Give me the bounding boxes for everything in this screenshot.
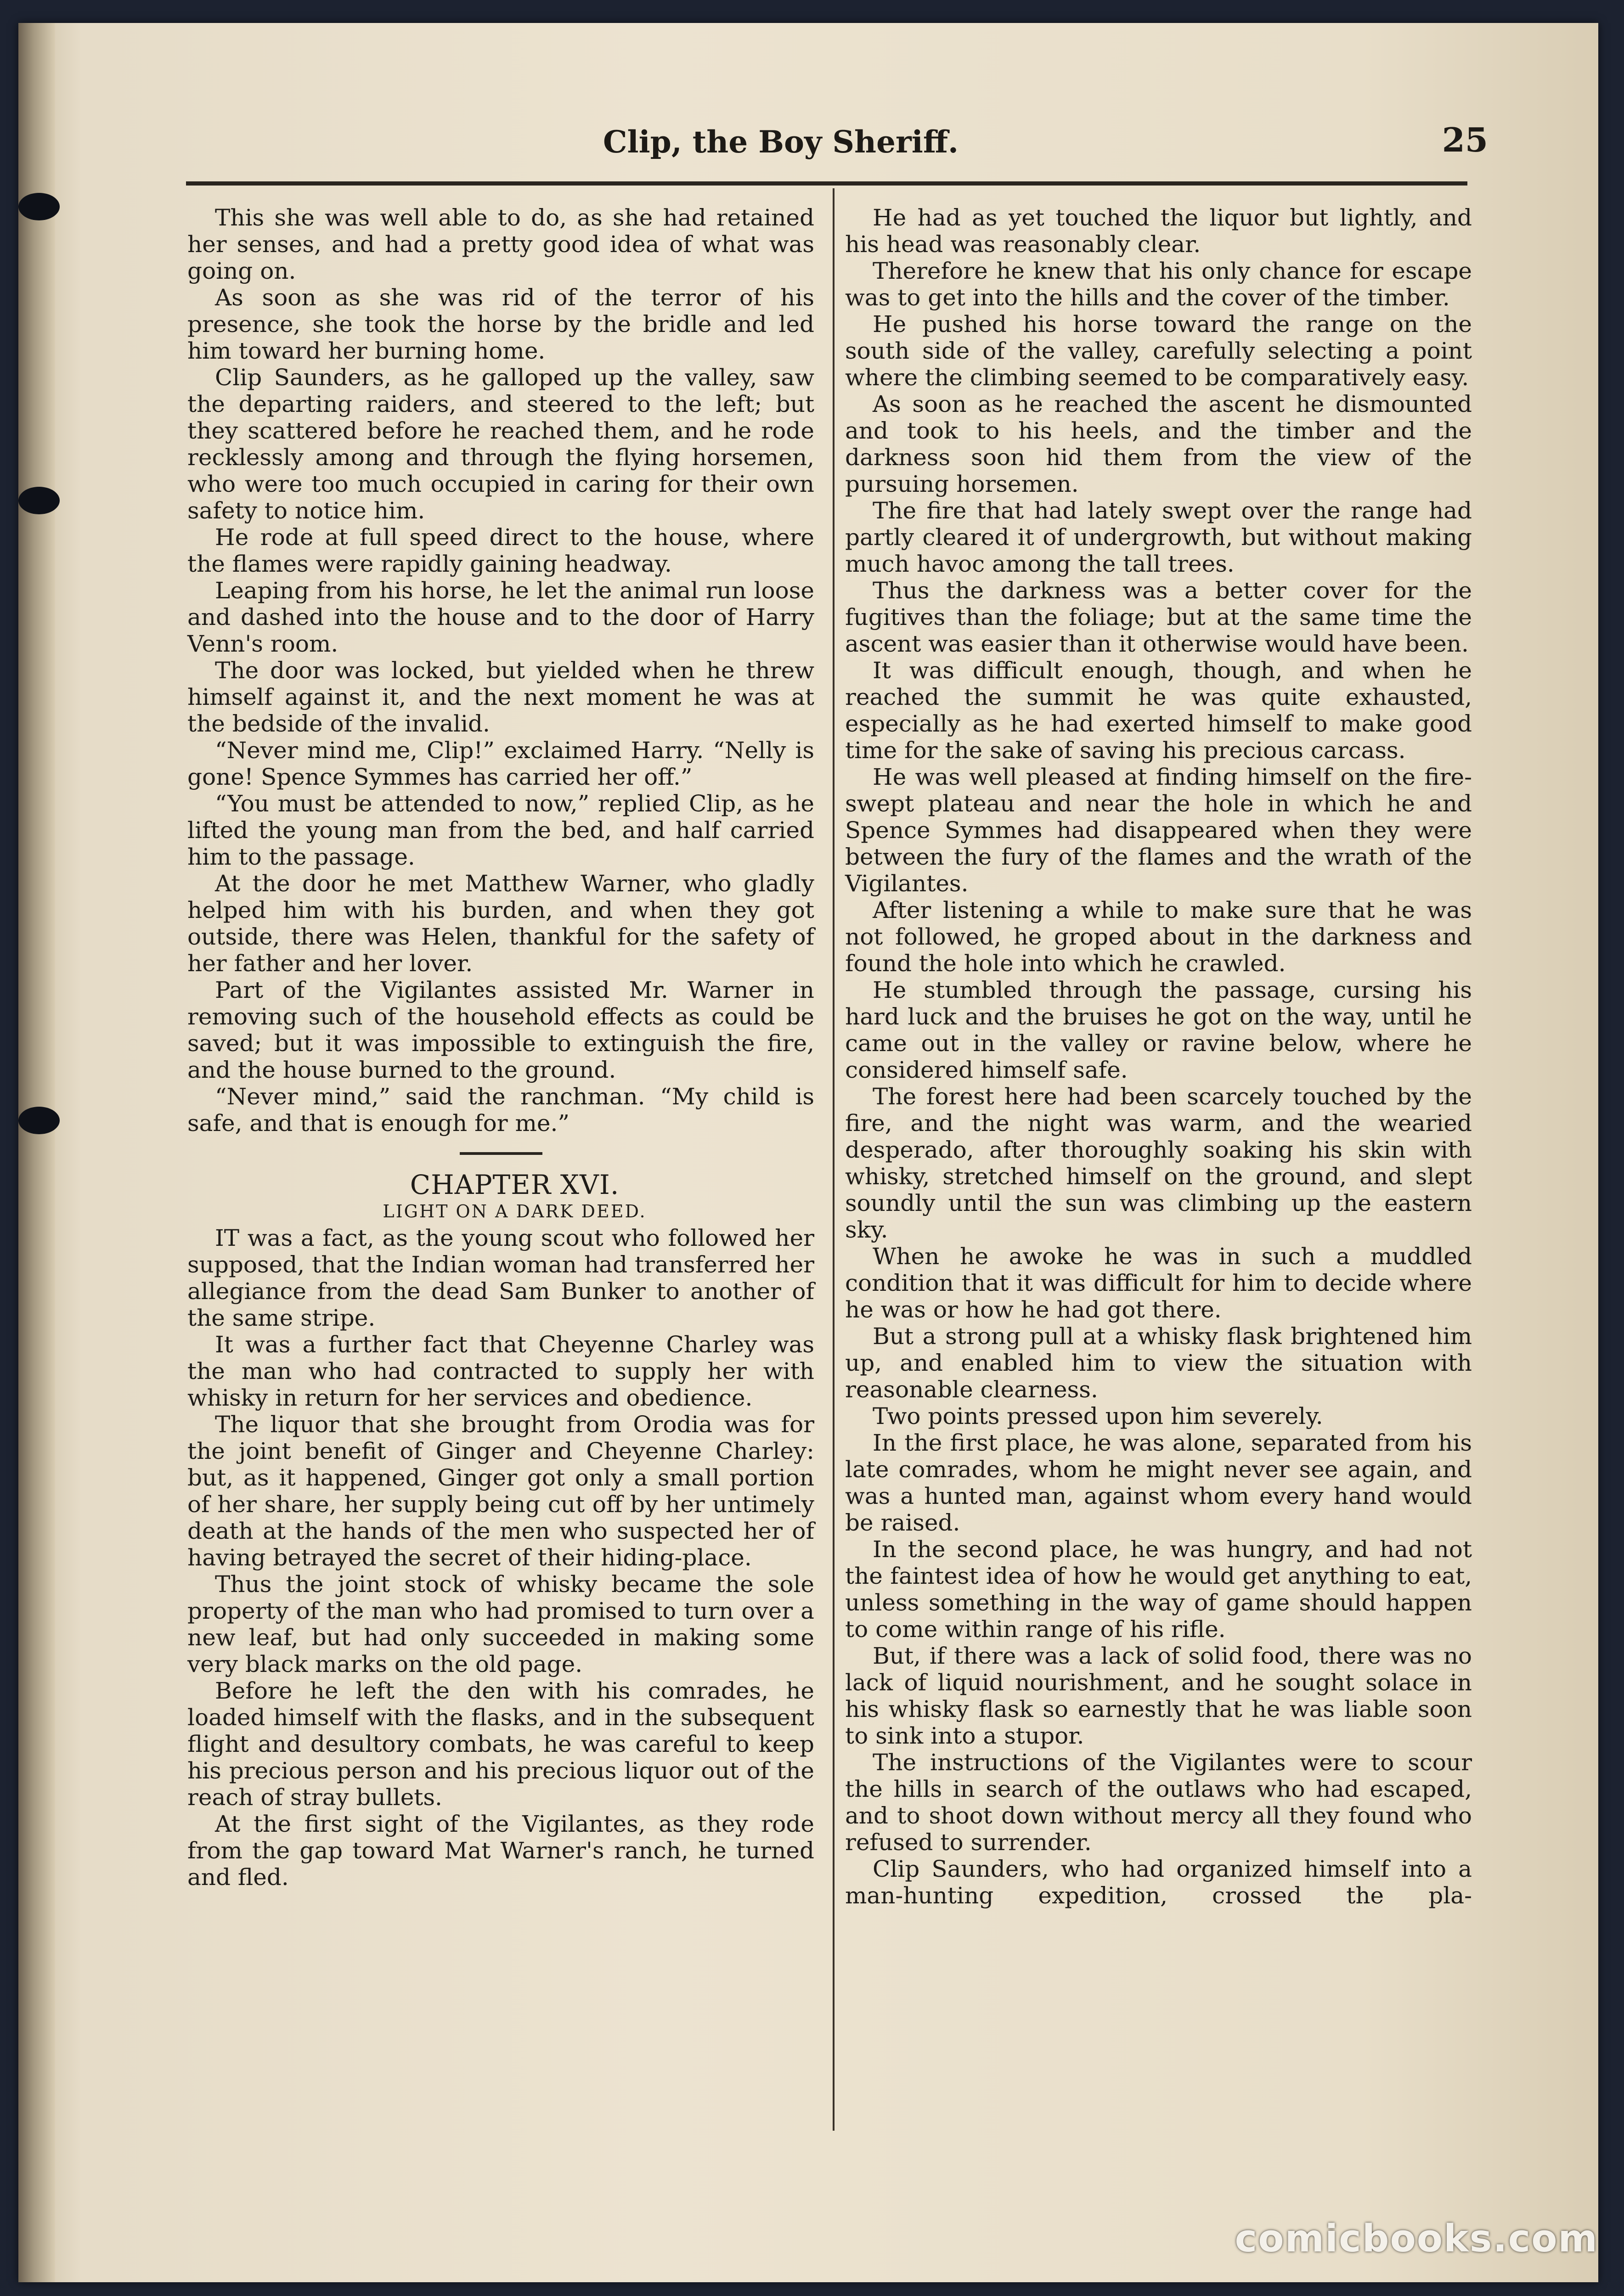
paragraph: In the second place, he was hungry, and had not the faintest idea of how he would get anything to eat, unless something in the way of game should happen to come within range of his rifle. [845,1536,1472,1643]
paragraph: At the first sight of the Vigilantes, as they rode from the gap toward Mat Warner's ranch, he turned and fled. [187,1811,814,1891]
paragraph: At the door he met Matthew Warner, who gladly helped him with his burden, and when they got outside, there was Helen, thankful for the safety of her father and her lover. [187,870,814,977]
paragraph: He rode at full speed direct to the house, where the flames were rapidly gaining headway. [187,524,814,577]
chapter-subtitle: LIGHT ON A DARK DEED. [383,1201,647,1221]
paragraph: Part of the Vigilantes assisted Mr. Warner in removing such of the household effects as could be saved; but it was impossible to extinguish the fire, and the house burned to the ground. [187,977,814,1083]
paragraph: “Never mind me, Clip!” exclaimed Harry. “Nelly is gone! Spence Symmes has carried her off.” [187,737,814,790]
paragraph: Clip Saunders, as he galloped up the valley, saw the departing raiders, and steered to the left; but they scattered before he reached them, and he rode recklessly among and through the flying horsemen, who were too much occupied in caring for their own safety to notice him. [187,364,814,524]
paragraph: As soon as she was rid of the terror of his presence, she took the horse by the bridle and led him toward her burning home. [187,284,814,364]
paragraph: Two points pressed upon him severely. [873,1403,1323,1429]
paragraph: But, if there was a lack of solid food, there was no lack of liquid nourishment, and he sought solace in his whisky flask so earnestly that he was liable soon to sink into a stupor. [845,1643,1472,1749]
chapter-divider [460,1152,542,1155]
paragraph: He had as yet touched the liquor but lightly, and his head was reasonably clear. [845,204,1472,258]
column-divider [833,188,835,2131]
paragraph: Clip Saunders, who had organized himself into a man-hunting expedition, crossed the pla- [845,1856,1472,1909]
binding-hole [18,193,60,220]
binding-hole [18,1107,60,1134]
paragraph: “You must be attended to now,” replied Clip, as he lifted the young man from the bed, and half carried him to the passage. [187,790,814,870]
paragraph: When he awoke he was in such a muddled condition that it was difficult for him to decide where he was or how he had got there. [845,1243,1472,1323]
paragraph: The door was locked, but yielded when he threw himself against it, and the next moment he was at the bedside of the invalid. [187,657,814,737]
chapter-title: CHAPTER XVI. [410,1169,620,1200]
paragraph: Leaping from his horse, he let the animal run loose and dashed into the house and to the door of Harry Venn's room. [187,577,814,657]
right-column [845,204,1472,1909]
binding-hole [18,487,60,514]
paragraph: Before he left the den with his comrades, he loaded himself with the flasks, and in the subsequent flight and desultory combats, he was careful to keep his precious person and his precious liquor out of the reach of stray bullets. [187,1677,814,1811]
running-header-title: Clip, the Boy Sheriff. [603,124,959,160]
paragraph: Therefore he knew that his only chance for escape was to get into the hills and the cover of the timber. [845,258,1472,311]
paragraph: He was well pleased at finding himself on the fire-swept plateau and near the hole in which he and Spence Symmes had disappeared when they were between the fury of the flames and the wrath of the Vigilantes. [845,764,1472,897]
page-binding-edge [18,23,55,2282]
paragraph: “Never mind,” said the ranchman. “My child is safe, and that is enough for me.” [187,1083,814,1137]
page-number: 25 [1442,120,1488,159]
left-column [187,204,814,1891]
paragraph: But a strong pull at a whisky flask brightened him up, and enabled him to view the situation with reasonable clearness. [845,1323,1472,1403]
paragraph: The fire that had lately swept over the range had partly cleared it of undergrowth, but without making much havoc among the tall trees. [845,497,1472,577]
paragraph: This she was well able to do, as she had retained her senses, and had a pretty good idea of what was going on. [187,204,814,284]
paragraph: As soon as he reached the ascent he dismounted and took to his heels, and the timber and the darkness soon hid them from the view of the pursuing horsemen. [845,391,1472,497]
paragraph: He stumbled through the passage, cursing his hard luck and the bruises he got on the way, until he came out in the valley or ravine below, where he considered himself safe. [845,977,1472,1083]
paragraph: Thus the joint stock of whisky became the sole property of the man who had promised to turn over a new leaf, but had only succeeded in making some very black marks on the old page. [187,1571,814,1677]
paragraph: After listening a while to make sure that he was not followed, he groped about in the darkness and found the hole into which he crawled. [845,897,1472,977]
site-watermark: comicbooks.com [1235,2217,1598,2261]
paragraph: It was difficult enough, though, and when he reached the summit he was quite exhausted, especially as he had exerted himself to make good time for the sake of saving his precious carcass. [845,657,1472,764]
paragraph: IT was a fact, as the young scout who followed her supposed, that the Indian woman had transferred her allegiance from the dead Sam Bunker to another of the same stripe. [187,1225,814,1331]
paragraph: He pushed his horse toward the range on the south side of the valley, carefully selecting a point where the climbing seemed to be comparatively easy. [845,311,1472,391]
paragraph: Thus the darkness was a better cover for the fugitives than the foliage; but at the same time the ascent was easier than it otherwise would have been. [845,577,1472,657]
paragraph: The liquor that she brought from Orodia was for the joint benefit of Ginger and Cheyenne Charley: but, as it happened, Ginger got only a small portion of her share, her supply being cut off by her untimely death at the hands of the men who suspected her of having betrayed the secret of their hiding-place. [187,1411,814,1571]
paragraph: The forest here had been scarcely touched by the fire, and the night was warm, and the wearied desperado, after thoroughly soaking his skin with whisky, stretched himself on the ground, and slept soundly until the sun was climbing up the eastern sky. [845,1083,1472,1243]
header-rule [186,181,1467,186]
paragraph: It was a further fact that Cheyenne Charley was the man who had contracted to supply her with whisky in return for her services and obedience. [187,1331,814,1411]
paragraph: The instructions of the Vigilantes were to scour the hills in search of the outlaws who had escaped, and to shoot down without mercy all they found who refused to surrender. [845,1749,1472,1856]
paragraph: In the first place, he was alone, separated from his late comrades, whom he might never see again, and was a hunted man, against whom every hand would be raised. [845,1429,1472,1536]
